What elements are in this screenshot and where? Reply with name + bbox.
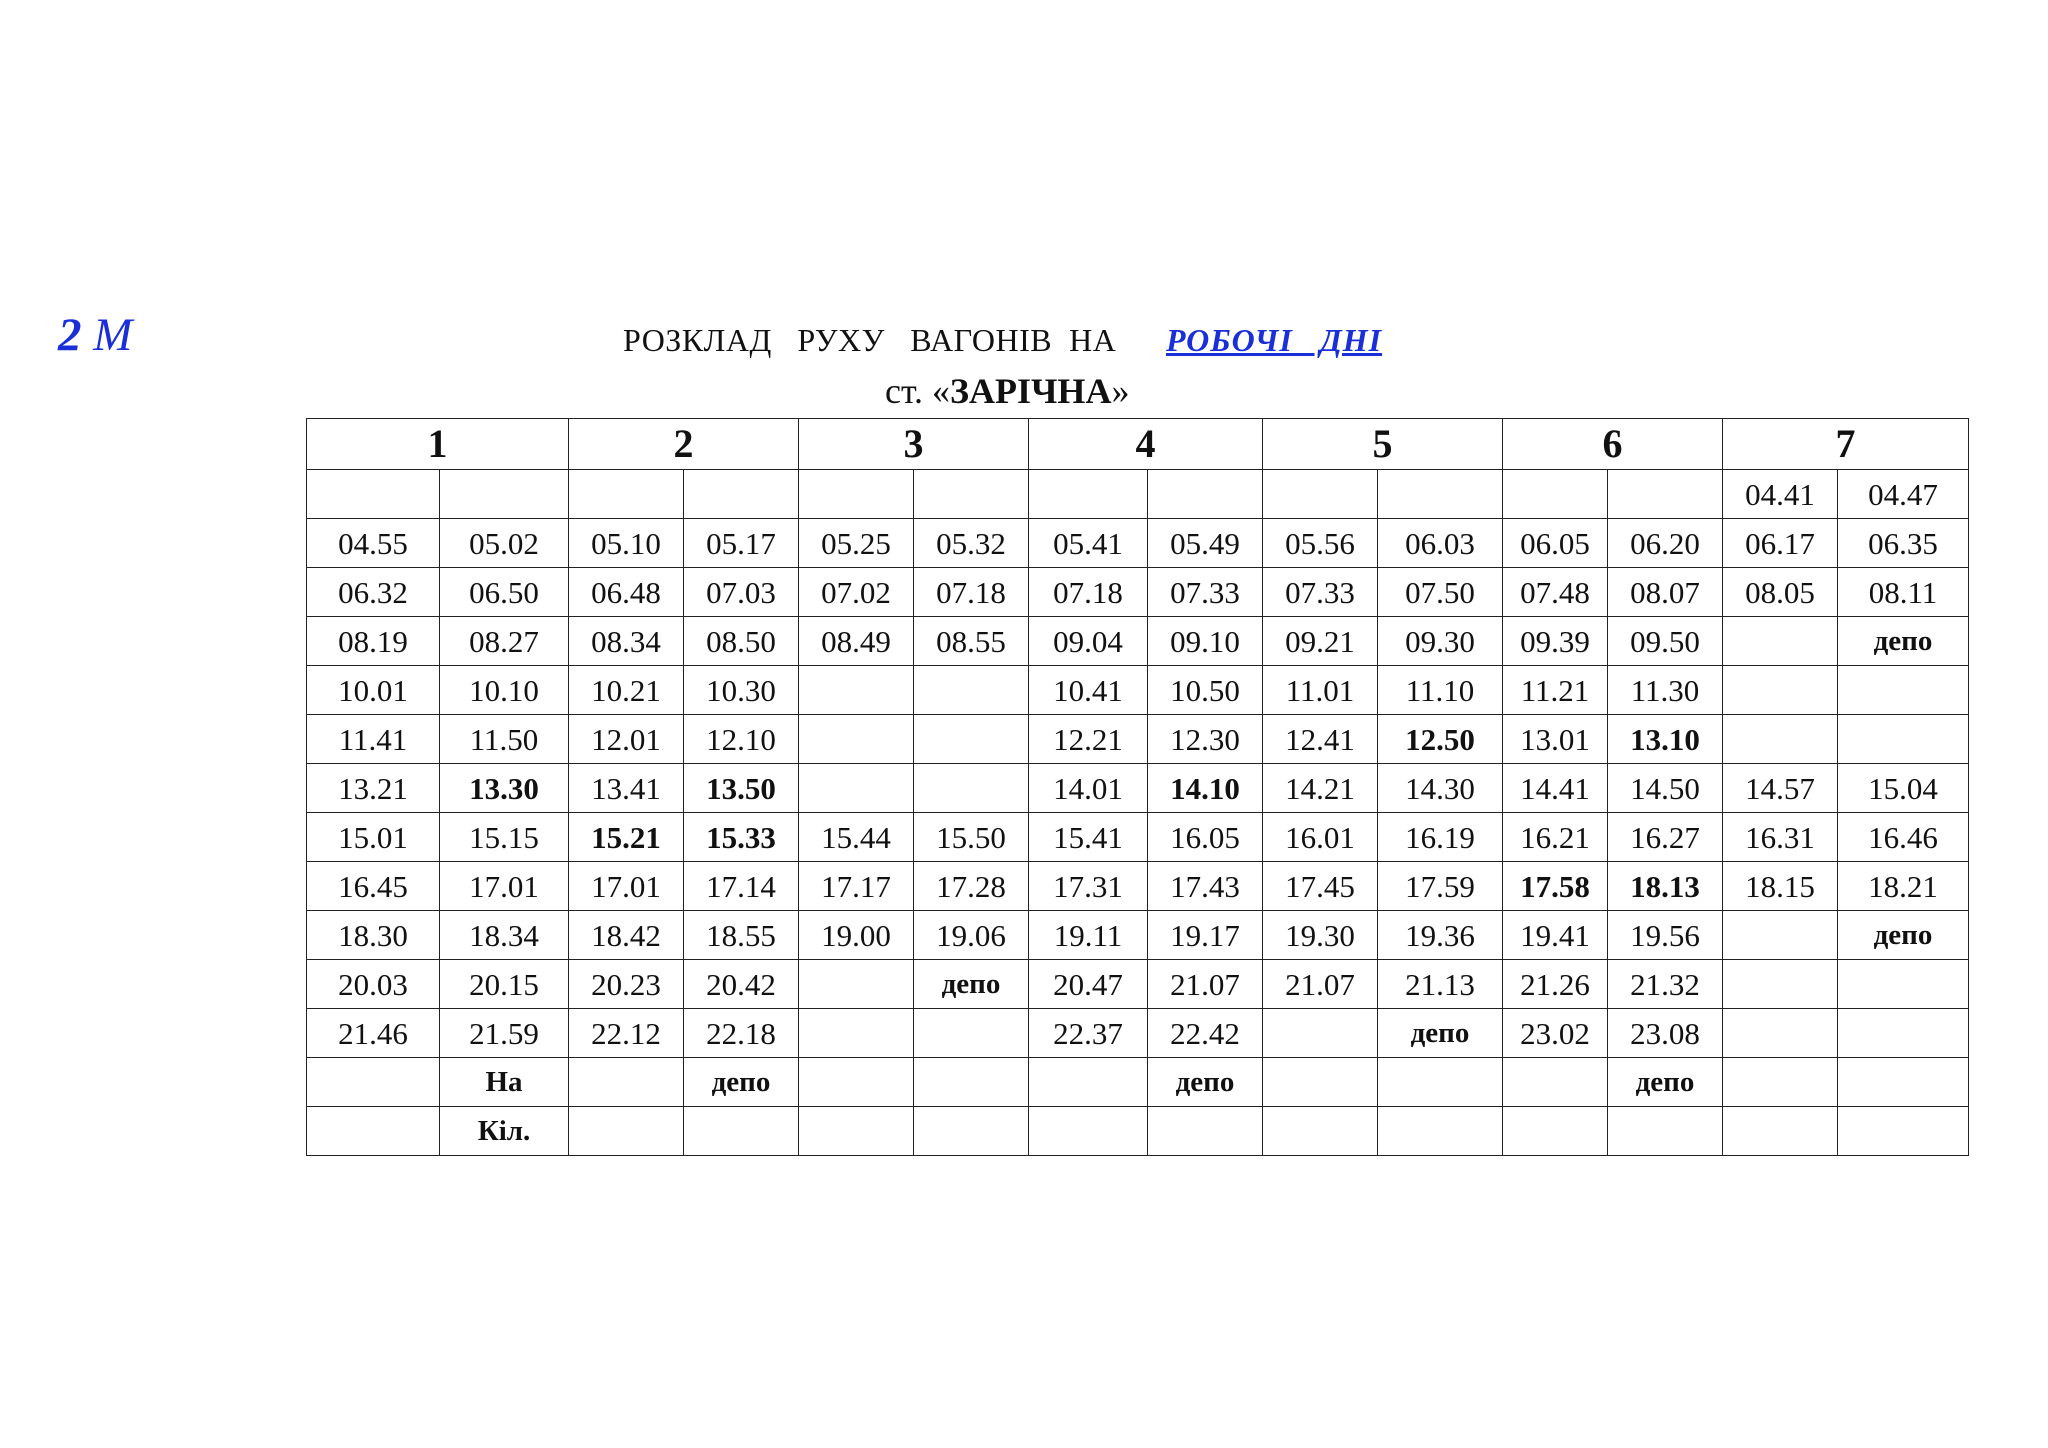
- time-cell: 06.17: [1723, 519, 1838, 568]
- time-cell: 13.30: [440, 764, 569, 813]
- time-cell: 06.05: [1503, 519, 1608, 568]
- time-cell: 08.50: [684, 617, 799, 666]
- table-row: [307, 813, 1969, 862]
- column-header: 2: [569, 419, 799, 470]
- time-cell: 18.30: [307, 911, 440, 960]
- time-cell: 20.03: [307, 960, 440, 1009]
- column-header: 4: [1029, 419, 1263, 470]
- time-cell: [1263, 1107, 1378, 1156]
- time-cell: [1503, 470, 1608, 519]
- time-cell: 21.13: [1378, 960, 1503, 1009]
- time-cell: 08.55: [914, 617, 1029, 666]
- time-cell: 17.58: [1503, 862, 1608, 911]
- time-cell: [1838, 1107, 1969, 1156]
- table-row: [307, 1058, 1969, 1107]
- time-cell: 21.32: [1608, 960, 1723, 1009]
- time-cell: 07.33: [1263, 568, 1378, 617]
- table-row: [307, 666, 1969, 715]
- time-cell: [1723, 1107, 1838, 1156]
- time-cell: 12.01: [569, 715, 684, 764]
- time-cell: 07.18: [1029, 568, 1148, 617]
- time-cell: 19.30: [1263, 911, 1378, 960]
- time-cell: 06.03: [1378, 519, 1503, 568]
- time-cell: 06.35: [1838, 519, 1969, 568]
- time-cell: [1838, 715, 1969, 764]
- time-cell: 10.41: [1029, 666, 1148, 715]
- time-cell: 07.02: [799, 568, 914, 617]
- time-cell: [307, 1058, 440, 1107]
- time-cell: 17.01: [440, 862, 569, 911]
- time-cell: 07.50: [1378, 568, 1503, 617]
- time-cell: 13.01: [1503, 715, 1608, 764]
- time-cell: 11.10: [1378, 666, 1503, 715]
- route-number: 2: [58, 309, 82, 361]
- time-cell: [799, 470, 914, 519]
- time-cell: [1838, 1058, 1969, 1107]
- time-cell: 11.21: [1503, 666, 1608, 715]
- time-cell: 09.39: [1503, 617, 1608, 666]
- time-cell: 18.42: [569, 911, 684, 960]
- time-cell: 07.18: [914, 568, 1029, 617]
- time-cell: 09.10: [1148, 617, 1263, 666]
- time-cell: [1838, 1009, 1969, 1058]
- time-cell: 17.14: [684, 862, 799, 911]
- time-cell: 06.48: [569, 568, 684, 617]
- time-cell: [1378, 1107, 1503, 1156]
- time-cell: 20.47: [1029, 960, 1148, 1009]
- time-cell: 21.59: [440, 1009, 569, 1058]
- time-cell: [914, 666, 1029, 715]
- time-cell: 16.01: [1263, 813, 1378, 862]
- time-cell: 11.01: [1263, 666, 1378, 715]
- time-cell: 15.21: [569, 813, 684, 862]
- time-cell: 13.41: [569, 764, 684, 813]
- time-cell: [914, 715, 1029, 764]
- time-cell: 19.06: [914, 911, 1029, 960]
- time-cell: 15.50: [914, 813, 1029, 862]
- time-cell: 16.31: [1723, 813, 1838, 862]
- time-cell: депо: [1838, 617, 1969, 666]
- time-cell: Кіл.: [440, 1107, 569, 1156]
- time-cell: 07.33: [1148, 568, 1263, 617]
- time-cell: 23.02: [1503, 1009, 1608, 1058]
- time-cell: депо: [1148, 1058, 1263, 1107]
- column-header: 6: [1503, 419, 1723, 470]
- time-cell: 22.18: [684, 1009, 799, 1058]
- time-cell: 17.17: [799, 862, 914, 911]
- time-cell: 14.50: [1608, 764, 1723, 813]
- time-cell: 08.34: [569, 617, 684, 666]
- time-cell: 17.43: [1148, 862, 1263, 911]
- time-cell: 17.28: [914, 862, 1029, 911]
- time-cell: [440, 470, 569, 519]
- time-cell: 10.10: [440, 666, 569, 715]
- time-cell: 10.30: [684, 666, 799, 715]
- table-row: [307, 1009, 1969, 1058]
- table-row: [307, 519, 1969, 568]
- time-cell: депо: [914, 960, 1029, 1009]
- time-cell: [799, 1107, 914, 1156]
- route-letter: М: [93, 309, 133, 361]
- time-cell: 05.41: [1029, 519, 1148, 568]
- time-cell: депо: [684, 1058, 799, 1107]
- time-cell: 06.32: [307, 568, 440, 617]
- time-cell: 07.03: [684, 568, 799, 617]
- time-cell: [1263, 470, 1378, 519]
- time-cell: 19.17: [1148, 911, 1263, 960]
- time-cell: депо: [1838, 911, 1969, 960]
- time-cell: 13.21: [307, 764, 440, 813]
- time-cell: 11.30: [1608, 666, 1723, 715]
- time-cell: 16.27: [1608, 813, 1723, 862]
- time-cell: 05.17: [684, 519, 799, 568]
- time-cell: 10.01: [307, 666, 440, 715]
- time-cell: [914, 1058, 1029, 1107]
- schedule-title-days: РОБОЧІ ДНІ: [1166, 322, 1383, 358]
- time-cell: 19.41: [1503, 911, 1608, 960]
- time-cell: 05.56: [1263, 519, 1378, 568]
- time-cell: 15.33: [684, 813, 799, 862]
- time-cell: [1029, 1058, 1148, 1107]
- time-cell: 08.19: [307, 617, 440, 666]
- time-cell: 18.55: [684, 911, 799, 960]
- time-cell: [799, 1009, 914, 1058]
- time-cell: 05.02: [440, 519, 569, 568]
- time-cell: [1723, 666, 1838, 715]
- time-cell: депо: [1378, 1009, 1503, 1058]
- table-row: [307, 960, 1969, 1009]
- schedule-title-main: РОЗКЛАД РУХУ ВАГОНІВ НА: [623, 322, 1117, 358]
- table-row: [307, 715, 1969, 764]
- time-cell: 21.46: [307, 1009, 440, 1058]
- time-cell: 08.07: [1608, 568, 1723, 617]
- time-cell: 13.50: [684, 764, 799, 813]
- time-cell: [799, 1058, 914, 1107]
- time-cell: [1378, 1058, 1503, 1107]
- time-cell: 23.08: [1608, 1009, 1723, 1058]
- route-code: [58, 308, 132, 362]
- time-cell: 05.49: [1148, 519, 1263, 568]
- time-cell: 15.44: [799, 813, 914, 862]
- time-cell: 15.04: [1838, 764, 1969, 813]
- time-cell: 19.36: [1378, 911, 1503, 960]
- time-cell: 17.31: [1029, 862, 1148, 911]
- time-cell: [684, 470, 799, 519]
- table-row: [307, 911, 1969, 960]
- time-cell: 04.41: [1723, 470, 1838, 519]
- time-cell: 08.11: [1838, 568, 1969, 617]
- time-cell: [1723, 617, 1838, 666]
- table-row: [307, 617, 1969, 666]
- table-row: [307, 1107, 1969, 1156]
- table-row: [307, 568, 1969, 617]
- time-cell: [1723, 960, 1838, 1009]
- time-cell: 22.42: [1148, 1009, 1263, 1058]
- time-cell: 19.56: [1608, 911, 1723, 960]
- time-cell: [1503, 1107, 1608, 1156]
- schedule-header-row: [307, 419, 1969, 470]
- time-cell: 19.00: [799, 911, 914, 960]
- time-cell: 16.21: [1503, 813, 1608, 862]
- time-cell: 08.27: [440, 617, 569, 666]
- time-cell: 12.21: [1029, 715, 1148, 764]
- time-cell: [1608, 1107, 1723, 1156]
- time-cell: 19.11: [1029, 911, 1148, 960]
- time-cell: [1263, 1058, 1378, 1107]
- time-cell: [569, 1058, 684, 1107]
- time-cell: [1029, 470, 1148, 519]
- time-cell: 14.41: [1503, 764, 1608, 813]
- time-cell: 06.50: [440, 568, 569, 617]
- time-cell: [1029, 1107, 1148, 1156]
- time-cell: [799, 764, 914, 813]
- column-header: 7: [1723, 419, 1969, 470]
- time-cell: 09.50: [1608, 617, 1723, 666]
- time-cell: [1838, 666, 1969, 715]
- time-cell: [569, 1107, 684, 1156]
- time-cell: 09.04: [1029, 617, 1148, 666]
- time-cell: [1378, 470, 1503, 519]
- time-cell: 18.21: [1838, 862, 1969, 911]
- time-cell: [799, 960, 914, 1009]
- time-cell: [1148, 1107, 1263, 1156]
- time-cell: 18.13: [1608, 862, 1723, 911]
- column-header: 3: [799, 419, 1029, 470]
- time-cell: 05.32: [914, 519, 1029, 568]
- time-cell: [914, 764, 1029, 813]
- station-prefix: ст. «: [885, 371, 951, 411]
- time-cell: 07.48: [1503, 568, 1608, 617]
- time-cell: [914, 1107, 1029, 1156]
- time-cell: [1723, 1009, 1838, 1058]
- time-cell: 12.10: [684, 715, 799, 764]
- time-cell: депо: [1608, 1058, 1723, 1107]
- time-cell: 15.01: [307, 813, 440, 862]
- time-cell: 20.15: [440, 960, 569, 1009]
- time-cell: 21.26: [1503, 960, 1608, 1009]
- time-cell: [1263, 1009, 1378, 1058]
- time-cell: [1723, 715, 1838, 764]
- table-row: [307, 862, 1969, 911]
- time-cell: 12.50: [1378, 715, 1503, 764]
- time-cell: 16.46: [1838, 813, 1969, 862]
- time-cell: 18.34: [440, 911, 569, 960]
- time-cell: 22.12: [569, 1009, 684, 1058]
- time-cell: 20.23: [569, 960, 684, 1009]
- time-cell: 20.42: [684, 960, 799, 1009]
- time-cell: 14.30: [1378, 764, 1503, 813]
- time-cell: [799, 715, 914, 764]
- station-name: ЗАРІЧНА: [950, 371, 1112, 411]
- time-cell: [1608, 470, 1723, 519]
- table-row: [307, 470, 1969, 519]
- station-suffix: »: [1111, 371, 1130, 411]
- time-cell: 17.59: [1378, 862, 1503, 911]
- time-cell: 11.41: [307, 715, 440, 764]
- time-cell: 21.07: [1148, 960, 1263, 1009]
- time-cell: 17.45: [1263, 862, 1378, 911]
- time-cell: [307, 1107, 440, 1156]
- time-cell: 17.01: [569, 862, 684, 911]
- time-cell: 09.21: [1263, 617, 1378, 666]
- time-cell: 05.25: [799, 519, 914, 568]
- schedule-body: [307, 419, 1969, 1156]
- time-cell: 04.47: [1838, 470, 1969, 519]
- time-cell: 16.45: [307, 862, 440, 911]
- time-cell: [307, 470, 440, 519]
- time-cell: 13.10: [1608, 715, 1723, 764]
- time-cell: [569, 470, 684, 519]
- time-cell: 14.10: [1148, 764, 1263, 813]
- time-cell: 16.19: [1378, 813, 1503, 862]
- column-header: 5: [1263, 419, 1503, 470]
- table-row: [307, 764, 1969, 813]
- time-cell: 04.55: [307, 519, 440, 568]
- time-cell: 08.05: [1723, 568, 1838, 617]
- schedule-table: [306, 418, 1969, 1156]
- time-cell: 14.01: [1029, 764, 1148, 813]
- time-cell: 11.50: [440, 715, 569, 764]
- time-cell: 15.15: [440, 813, 569, 862]
- time-cell: 08.49: [799, 617, 914, 666]
- time-cell: [914, 470, 1029, 519]
- time-cell: На: [440, 1058, 569, 1107]
- time-cell: 14.21: [1263, 764, 1378, 813]
- time-cell: 10.21: [569, 666, 684, 715]
- time-cell: 16.05: [1148, 813, 1263, 862]
- time-cell: [1723, 911, 1838, 960]
- time-cell: [1838, 960, 1969, 1009]
- time-cell: [914, 1009, 1029, 1058]
- time-cell: 10.50: [1148, 666, 1263, 715]
- time-cell: 14.57: [1723, 764, 1838, 813]
- time-cell: 22.37: [1029, 1009, 1148, 1058]
- time-cell: 15.41: [1029, 813, 1148, 862]
- time-cell: [1503, 1058, 1608, 1107]
- time-cell: 06.20: [1608, 519, 1723, 568]
- time-cell: [799, 666, 914, 715]
- time-cell: 12.41: [1263, 715, 1378, 764]
- time-cell: 12.30: [1148, 715, 1263, 764]
- time-cell: 18.15: [1723, 862, 1838, 911]
- time-cell: [1148, 470, 1263, 519]
- time-cell: [684, 1107, 799, 1156]
- time-cell: 05.10: [569, 519, 684, 568]
- column-header: 1: [307, 419, 569, 470]
- time-cell: 21.07: [1263, 960, 1378, 1009]
- time-cell: 09.30: [1378, 617, 1503, 666]
- time-cell: [1723, 1058, 1838, 1107]
